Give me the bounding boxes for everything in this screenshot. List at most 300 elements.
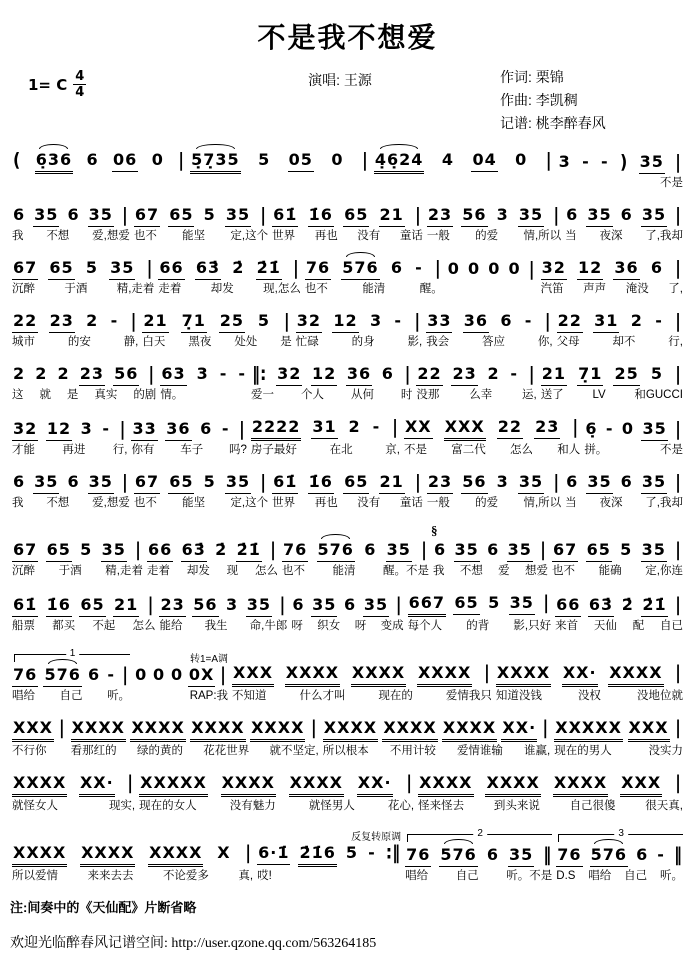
note-token: 21	[379, 204, 405, 227]
lyric-word: 的身	[351, 336, 375, 349]
note-token: 31	[311, 416, 337, 439]
score	[10, 149, 685, 884]
note-token: 6	[88, 665, 101, 685]
score-measure	[289, 594, 405, 634]
barline: |	[542, 716, 550, 739]
lyric-word: 当	[565, 230, 577, 243]
note-token: 0	[488, 259, 501, 279]
lyric-word: 童话	[399, 230, 423, 243]
lyric-word: 和GUCCI	[634, 389, 683, 402]
score-measure	[230, 662, 494, 704]
notes-row	[404, 416, 580, 441]
note-token: 4	[441, 150, 454, 170]
lyric-word: 世界	[272, 230, 296, 243]
note-token: 35	[109, 257, 135, 280]
note-token: 66	[147, 539, 173, 562]
score-measure	[10, 149, 188, 191]
note-token: 33	[131, 418, 157, 441]
barline: (	[13, 148, 22, 171]
note-token: 3	[196, 364, 209, 384]
score-measure	[10, 842, 255, 884]
score-annotation: 反复转原调	[351, 832, 402, 844]
lyric-word: 自己	[624, 870, 648, 883]
note-token: 0	[468, 259, 481, 279]
lyric-word: 淹没	[625, 283, 649, 296]
note-token: XXXX	[418, 772, 473, 797]
note-token: 04	[471, 149, 497, 172]
lyric-word: 也不	[282, 565, 305, 578]
score-measure	[553, 594, 685, 634]
barline: |	[127, 771, 135, 794]
notes-row	[282, 539, 429, 562]
notes-row	[131, 418, 246, 441]
lyric-word: 所以根本	[322, 745, 369, 758]
notes-row	[405, 844, 552, 867]
score-system	[10, 524, 685, 579]
lyrics-row	[541, 387, 683, 403]
lyric-word: 不起	[92, 620, 116, 633]
note-token: -	[368, 843, 376, 863]
barline: |	[484, 661, 491, 684]
lyric-word: 爱,想爱	[92, 497, 130, 510]
note-token: 66	[158, 257, 184, 280]
lyric-word: 不想	[459, 565, 483, 578]
barline: |	[540, 538, 547, 561]
note-token: 2̇	[232, 258, 245, 278]
note-token: 22	[416, 363, 442, 386]
notes-row	[159, 594, 287, 617]
lyric-word: 个人	[300, 389, 324, 402]
barline: ‖	[673, 843, 682, 866]
notes-row	[142, 310, 291, 333]
note-token: 56	[461, 471, 487, 494]
lyric-word: 不论爱多	[162, 870, 209, 883]
note-token: XXXX	[71, 717, 126, 742]
note-token: 6	[390, 258, 403, 278]
lyric-word: 却发	[210, 283, 234, 296]
note-token: XXX	[628, 717, 670, 742]
score-measure	[156, 257, 302, 297]
lyrics-row	[147, 563, 278, 579]
lyric-word: 精,走着	[105, 565, 143, 578]
score-measure	[158, 363, 249, 403]
note-token: -	[372, 417, 381, 437]
score-measure	[10, 772, 137, 814]
score-measure	[255, 832, 403, 884]
note-token: 06	[112, 149, 138, 172]
note-token: 35	[225, 471, 251, 494]
notes-row	[139, 772, 414, 797]
lyric-word: 听。	[107, 690, 131, 703]
lyrics-row	[496, 688, 683, 704]
note-token: 2̇	[621, 595, 634, 615]
lyric-word: 拼。	[584, 444, 608, 457]
lyric-word: 很天真,	[645, 800, 683, 813]
note-token: -	[102, 419, 110, 439]
note-token: XXXX	[323, 717, 378, 742]
song-title: 不是我不想爱	[257, 23, 438, 54]
lyric-word: 走着	[147, 565, 170, 578]
score-measure	[294, 310, 424, 350]
lyric-word: 你有	[131, 444, 155, 457]
footnote: 注:间奏中的《天仙配》片断省略	[10, 900, 197, 916]
lyric-word: 在北	[329, 444, 353, 457]
notes-row	[418, 772, 683, 797]
note-token: 35	[88, 204, 114, 227]
note-token: 23	[49, 310, 75, 333]
note-token: 6	[620, 472, 633, 492]
lyric-word: 怪来怪去	[418, 800, 465, 813]
lyric-word: 命,牛郎	[249, 620, 288, 633]
barline: |	[414, 309, 422, 332]
lyrics-row	[12, 868, 253, 884]
note-token: 576	[341, 257, 379, 280]
note-token: XXXX	[12, 842, 67, 867]
annotation-strip	[132, 650, 230, 666]
barline: |	[147, 593, 155, 616]
lyrics-row	[160, 387, 247, 403]
note-token: 0	[508, 259, 521, 279]
note-token: 5	[203, 205, 216, 225]
notes-row	[416, 363, 536, 386]
notes-row	[272, 471, 423, 494]
note-token: 65	[453, 592, 479, 615]
lyric-word: 不是	[659, 444, 683, 457]
note-token: -	[238, 364, 246, 384]
note-token: 35	[246, 594, 272, 617]
score-measure	[445, 258, 539, 297]
lyric-word: 现在的女人	[139, 800, 197, 813]
lyric-word: 织女	[317, 620, 341, 633]
lyrics-row	[291, 618, 403, 634]
note-token: 5	[620, 540, 633, 560]
lyrics-row	[426, 334, 552, 350]
lyrics-row	[134, 688, 228, 704]
lyrics-row	[139, 798, 414, 814]
note-token: 5	[488, 593, 501, 613]
note-token: 2̇1̇	[256, 257, 282, 280]
note-token: XXXX	[148, 842, 203, 867]
barline: |	[675, 661, 682, 684]
lyric-word: 我	[12, 230, 24, 243]
lyric-word: 京,	[385, 444, 400, 457]
note-token: XXXX	[553, 772, 608, 797]
barline: |	[122, 663, 130, 686]
note-token: 36	[613, 257, 639, 280]
lyrics-row	[159, 618, 287, 634]
note-token: 63̇	[181, 539, 207, 562]
note-token: 6	[486, 845, 499, 865]
note-token: -	[601, 152, 609, 172]
lyrics-row	[558, 175, 683, 191]
notes-row	[257, 842, 401, 867]
lyrics-row	[134, 495, 268, 511]
barline: |	[146, 256, 154, 279]
score-measure	[10, 257, 156, 297]
barline: |	[675, 417, 682, 440]
barline: |	[121, 203, 129, 226]
score-system	[10, 772, 685, 814]
note-token: X	[217, 843, 231, 863]
annotation-strip	[403, 830, 554, 843]
score-measure	[270, 204, 425, 244]
note-token: 61̇	[272, 204, 298, 227]
lyrics-row	[12, 334, 138, 350]
slur-arc-icon	[321, 534, 350, 539]
slur-arc-icon	[444, 839, 473, 844]
lyrics-row	[555, 618, 683, 634]
lyric-word: 忙碌	[295, 336, 319, 349]
lyric-word: 定,你连	[645, 565, 683, 578]
note-token: 1̇6	[46, 594, 72, 617]
score-measure	[249, 416, 402, 458]
lyric-word: 能坚	[182, 497, 206, 510]
score-measure	[424, 310, 554, 350]
note-token: 6	[620, 205, 633, 225]
lyric-word: 却发	[186, 565, 210, 578]
lyrics-row	[71, 743, 319, 759]
lyric-word: 来首	[555, 620, 579, 633]
note-token: 65	[168, 471, 194, 494]
notes-row	[160, 363, 247, 386]
lyric-word: 都买	[52, 620, 76, 633]
lyric-word: 知道没钱	[495, 690, 542, 703]
lyric-word: 也不	[552, 565, 575, 578]
barline: |	[675, 362, 682, 385]
lyric-word: 也不	[133, 230, 157, 243]
score-measure	[10, 594, 157, 634]
note-token: 5	[650, 364, 663, 384]
lyric-word: 夜深	[599, 497, 623, 510]
lyric-word: 情,所以	[523, 230, 562, 243]
note-token: -	[655, 311, 663, 331]
note-token: 67	[12, 257, 38, 280]
note-token: 65	[586, 539, 612, 562]
lyric-word: 运,	[521, 389, 537, 402]
lyric-word: LV	[592, 389, 606, 402]
note-token: 2222	[251, 416, 302, 441]
lyric-word: 走着	[158, 283, 182, 296]
note-token: 35	[508, 844, 534, 867]
note-token: 32	[296, 310, 322, 333]
lyric-word: 不知道	[232, 690, 267, 703]
note-token: 21	[379, 471, 405, 494]
lyric-word: 能清	[332, 565, 356, 578]
score-measure	[539, 257, 685, 297]
notes-row	[232, 662, 492, 687]
lyric-word: 爱情我只	[445, 690, 492, 703]
note-token: XXX	[620, 772, 662, 797]
score-measure	[10, 717, 69, 759]
lyric-word: 这	[12, 389, 24, 402]
barline: |	[528, 257, 536, 280]
lyric-word: 影,	[407, 336, 423, 349]
note-token: 576	[439, 844, 477, 867]
notes-row	[427, 204, 561, 227]
notes-row	[305, 257, 443, 280]
note-token: 6	[200, 419, 213, 439]
note-token: 7̣1	[577, 363, 603, 386]
note-token: 32	[541, 257, 567, 280]
key-signature	[10, 66, 180, 99]
slur-arc-icon	[380, 144, 418, 149]
note-token: 6	[292, 595, 305, 615]
score-measure	[550, 539, 685, 579]
lyrics-row	[405, 868, 552, 884]
lyrics-row	[134, 228, 268, 244]
note-token: 6	[381, 364, 394, 384]
lyric-word: 自己很傻	[569, 800, 616, 813]
note-token: 23	[79, 363, 105, 386]
note-token: 6	[566, 205, 579, 225]
lyric-word: 的剧	[133, 389, 157, 402]
score-measure	[425, 471, 563, 511]
lyric-word: 真,	[238, 870, 254, 883]
notes-row	[251, 416, 400, 441]
lyric-word: 没有	[357, 230, 381, 243]
lyric-word: 呀	[291, 620, 303, 633]
note-token: 23	[451, 363, 477, 386]
notes-row	[557, 310, 683, 333]
lyric-word: 从何	[350, 389, 374, 402]
notes-row	[12, 717, 67, 742]
note-token: 6̣36	[35, 149, 73, 174]
lyric-word: 了,	[668, 283, 683, 296]
lyric-word: 现	[226, 565, 239, 578]
lyric-word: 爱情谁输	[456, 745, 503, 758]
lyric-word: 自己	[455, 870, 479, 883]
note-token: 6̣	[585, 419, 598, 439]
lyric-word: 到头来说	[493, 800, 540, 813]
lyric-word: 是	[66, 389, 79, 402]
lyric-word: 送了	[540, 389, 564, 402]
score-measure	[563, 471, 685, 511]
barline: |	[415, 470, 422, 493]
barline: |	[239, 417, 246, 440]
note-token: 576	[590, 844, 628, 867]
barline: |	[260, 203, 268, 226]
barline: |	[675, 150, 682, 173]
note-token: XX·	[357, 772, 393, 797]
note-token: 6	[67, 205, 80, 225]
note-token: 67	[12, 539, 38, 562]
note-token: 0	[151, 150, 164, 170]
lyric-word: 现在的男人	[554, 745, 612, 758]
score-measure	[69, 717, 321, 759]
lyric-word: 静,	[123, 336, 139, 349]
note-token: -	[415, 258, 423, 278]
notes-row	[12, 772, 135, 797]
lyric-word: 我生	[204, 620, 228, 633]
lyric-word: 黑夜	[188, 336, 212, 349]
lyric-word: 沉醉	[12, 283, 35, 296]
lyric-word: 的爱	[475, 497, 499, 510]
site-link-text: 欢迎光临醉春风记谱空间: http://user.qzone.qq.com/563264185	[10, 936, 377, 952]
lyric-word: 爱一	[251, 389, 275, 402]
barline: |	[572, 415, 580, 438]
note-token: XXXX	[382, 717, 437, 742]
score-system	[10, 471, 685, 511]
note-token: 3	[80, 419, 93, 439]
score-measure	[188, 149, 372, 191]
barline: |	[675, 716, 682, 739]
note-token: 3	[558, 152, 571, 172]
note-token: XXXX	[221, 772, 276, 797]
score-measure	[129, 418, 248, 458]
notes-row	[12, 664, 130, 687]
lyric-word: D.S	[556, 870, 576, 883]
note-token: 6	[650, 258, 663, 278]
note-token: 0	[447, 259, 460, 279]
note-token: 667	[408, 592, 446, 617]
lyrics-row	[374, 175, 554, 191]
lyric-word: 一般	[426, 497, 450, 510]
notes-row	[12, 594, 155, 617]
note-token: 0	[331, 150, 344, 170]
annotation-strip	[255, 828, 403, 844]
score-measure	[416, 772, 685, 814]
score-measure	[539, 363, 685, 403]
note-token: 6	[434, 540, 447, 560]
lyrics-row	[541, 281, 683, 297]
barline: |	[392, 415, 399, 438]
note-token: 65	[168, 204, 194, 227]
lyric-word: 行,	[112, 444, 128, 457]
score-measure	[10, 363, 158, 403]
note-token: 35	[363, 594, 389, 617]
note-token: 35	[101, 539, 127, 562]
lyrics-row	[418, 798, 683, 814]
lyrics-row	[565, 495, 683, 511]
lyric-word: 不用计较	[389, 745, 436, 758]
note-token: 5	[80, 540, 93, 560]
note-token: 67	[134, 204, 160, 227]
lyric-word: 每个人	[407, 620, 443, 633]
lyric-word: 就怪男人	[308, 800, 355, 813]
note-token: 32	[276, 363, 302, 386]
lyric-word: 声声	[583, 283, 607, 296]
score-measure	[145, 539, 280, 579]
notes-row	[584, 418, 683, 441]
note-token: 65	[48, 257, 74, 280]
score-measure	[554, 828, 685, 884]
score-system	[10, 310, 685, 350]
lyrics-row	[323, 743, 550, 759]
note-token: -	[219, 364, 228, 384]
lyric-word: 了,我却	[645, 497, 683, 510]
lyrics-row	[552, 563, 683, 579]
score-measure	[280, 539, 431, 579]
notes-row	[12, 418, 127, 441]
transcriber-credit: 记谱: 桃李醉春风	[500, 115, 606, 132]
score-measure	[414, 363, 538, 403]
note-token: 5	[345, 843, 359, 863]
note-token: 6	[86, 150, 99, 170]
barline: ‖:	[252, 362, 267, 385]
note-token: 5	[85, 258, 98, 278]
lyric-word: 怎么	[132, 620, 156, 633]
lyric-word: 唱给	[588, 870, 612, 883]
note-token: 35	[586, 471, 612, 494]
lyrics-row	[12, 281, 154, 297]
note-token: XXXX	[12, 772, 67, 797]
notes-row	[12, 204, 130, 227]
score-measure	[140, 310, 293, 350]
note-token: 35	[225, 204, 251, 227]
notes-row	[296, 310, 422, 333]
lyric-word: 一般	[426, 230, 450, 243]
lyric-word: 不想	[46, 497, 70, 510]
